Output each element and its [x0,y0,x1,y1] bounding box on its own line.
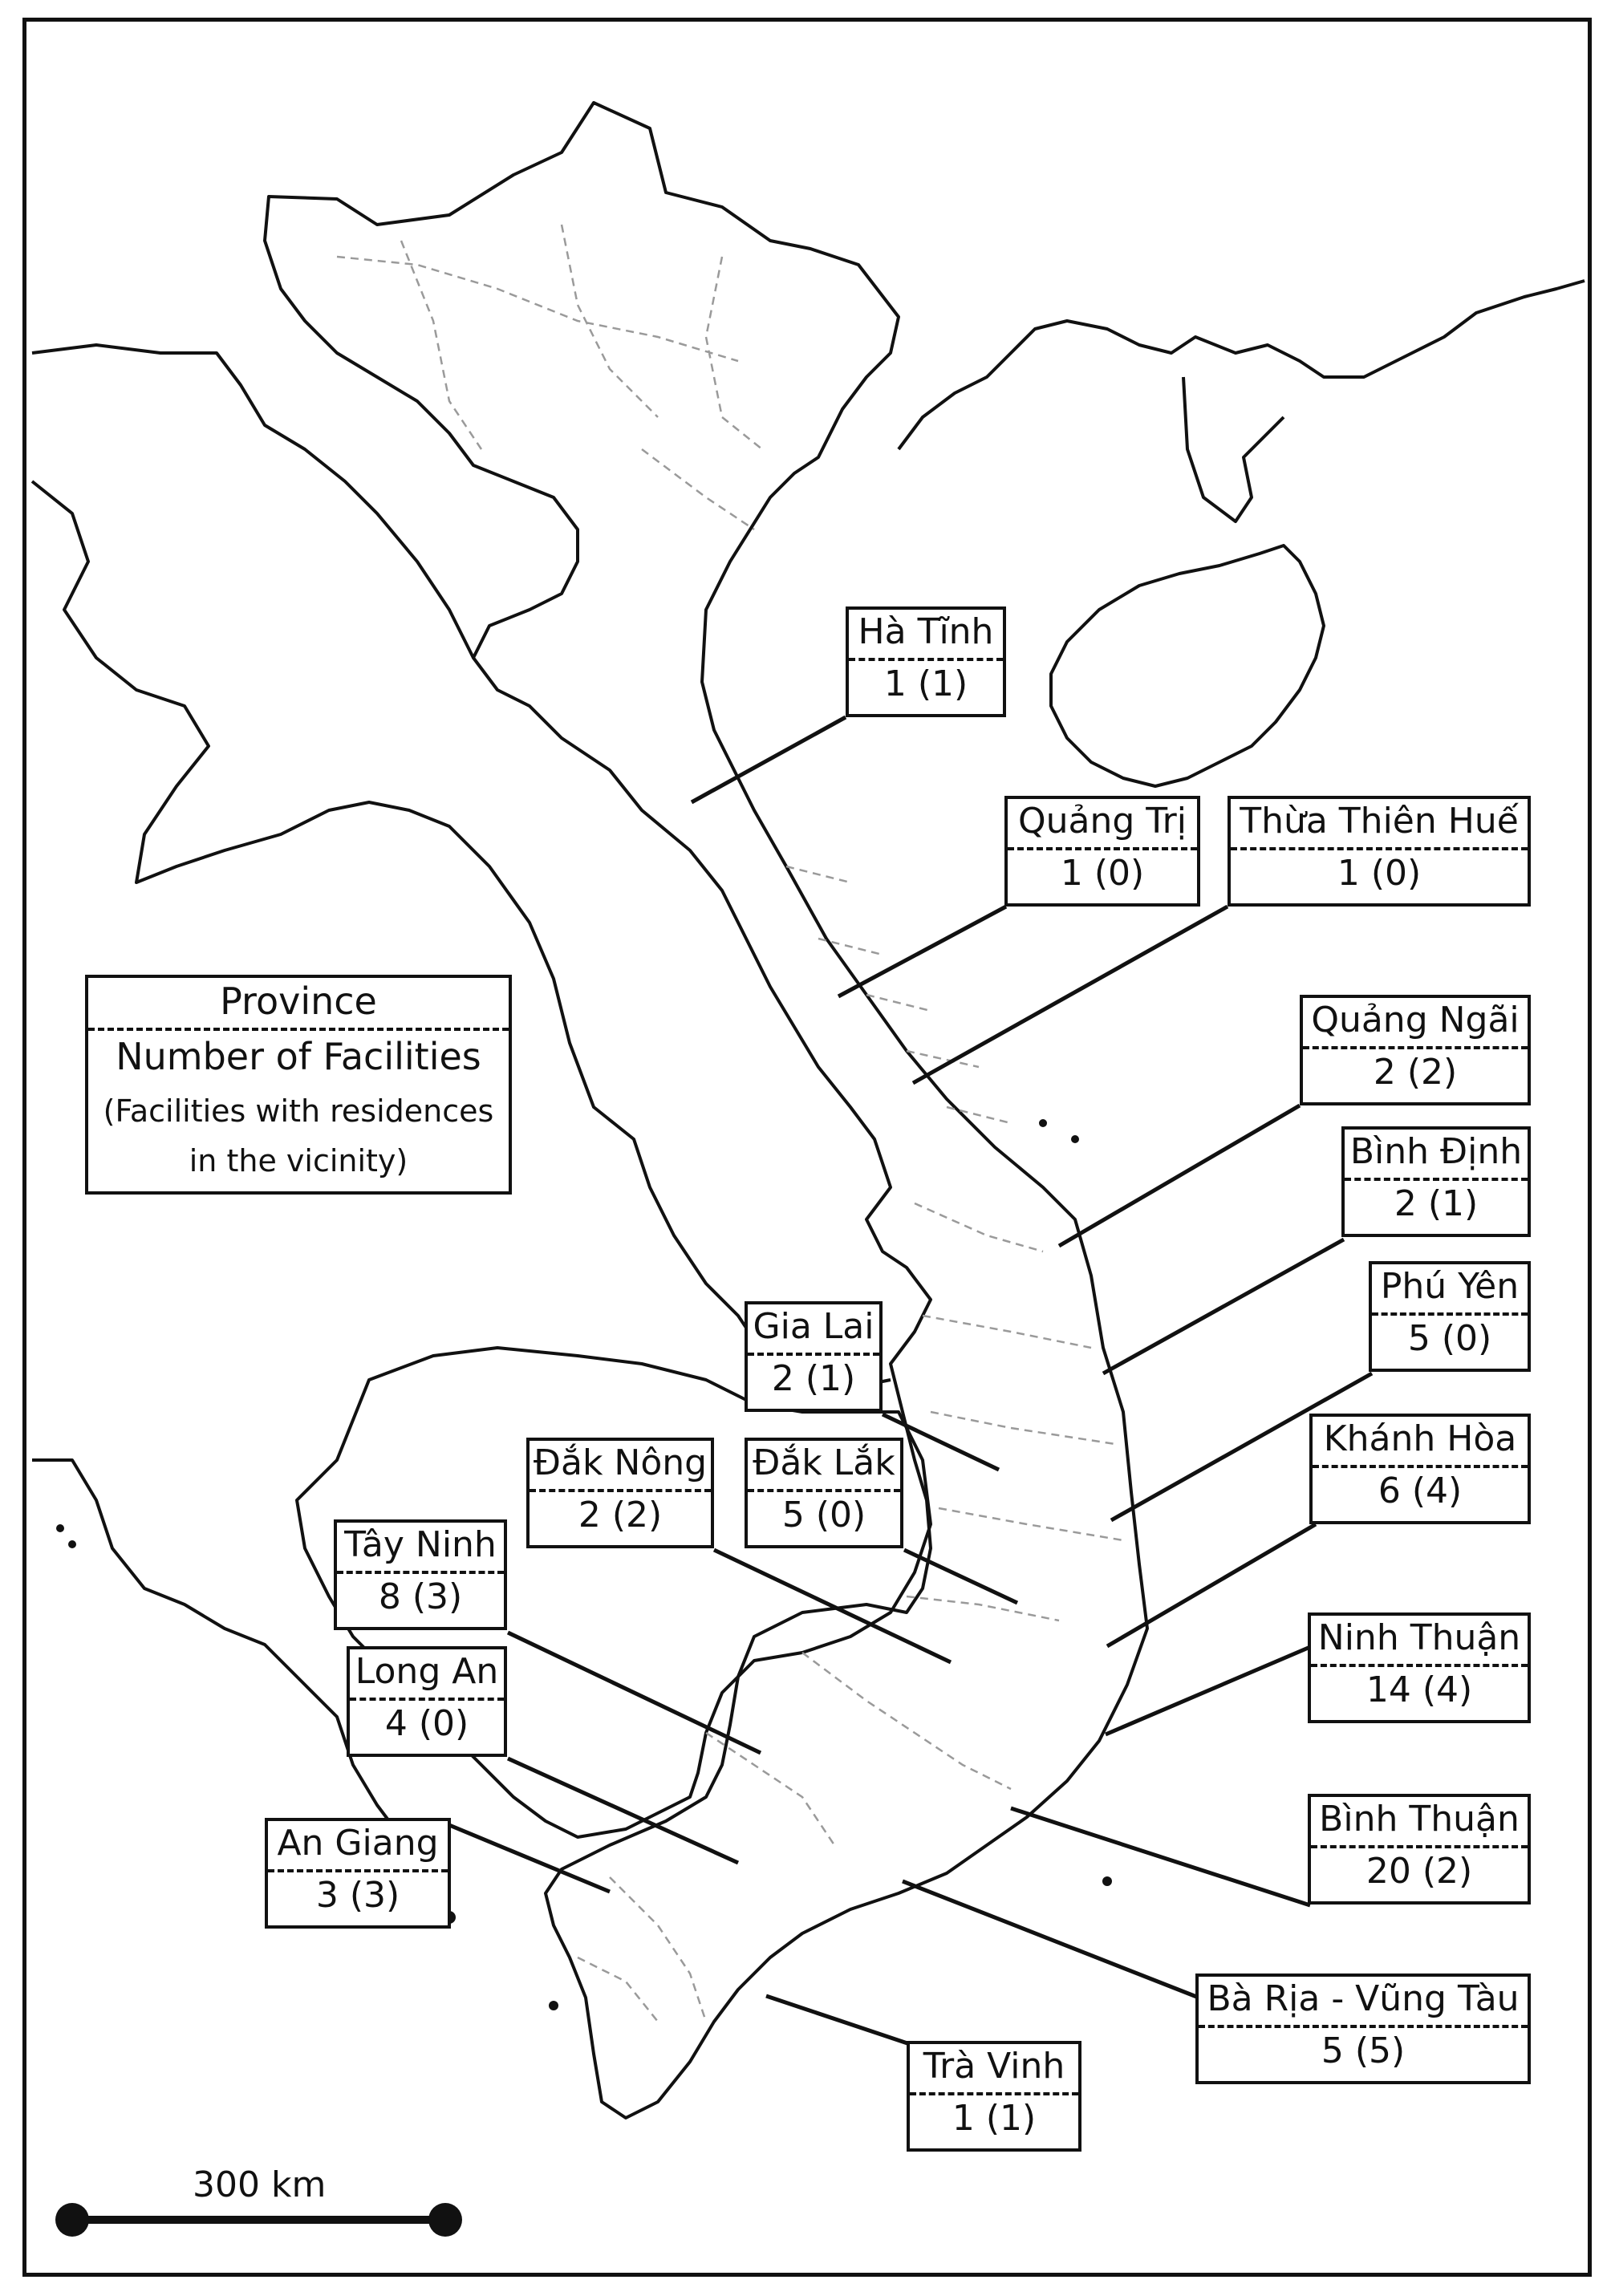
province-name: Long An [350,1649,504,1701]
province-box-phu-yen [1369,1261,1531,1372]
province-name: Khánh Hòa [1313,1417,1528,1468]
province-box-dak-nong [526,1438,714,1548]
province-name: Quảng Trị [1008,799,1197,850]
islands [56,1119,1112,2010]
province-name: Phú Yên [1372,1264,1528,1316]
facility-count: 2 (2) [1373,1052,1458,1093]
province-box-ba-ria-vung-tau [1195,1974,1531,2084]
province-box-binh-dinh [1341,1126,1531,1237]
laos-border [32,345,891,1396]
province-name: Tây Ninh [337,1523,504,1574]
facility-count: 20 (2) [1365,1851,1473,1892]
leader-line-quang-ngai [1059,1105,1300,1246]
facility-count: 5 (5) [1321,2030,1406,2071]
province-box-ha-tinh [846,606,1006,717]
province-box-quang-ngai [1300,995,1531,1105]
leader-line-binh-dinh [1103,1239,1344,1373]
province-name: An Giang [268,1821,448,1872]
leader-line-tra-vinh [766,1996,910,2044]
leader-line-binh-thuan [1011,1808,1310,1905]
facility-count: 1 (0) [1337,853,1422,894]
facility-count: 8 (3) [378,1576,463,1617]
facility-count: 3 (3) [315,1875,400,1916]
province-box-khanh-hoa [1309,1414,1531,1524]
province-box-binh-thuan [1308,1794,1531,1905]
facility-count: 2 (1) [771,1358,856,1399]
leader-line-khanh-hoa [1107,1524,1316,1646]
facility-count: 1 (0) [1060,853,1145,894]
facility-count: 5 (0) [781,1495,866,1535]
facility-count: 5 (0) [1407,1318,1492,1359]
province-box-long-an [347,1646,507,1757]
province-box-dak-lak [745,1438,903,1548]
leader-line-dak-lak [904,1550,1017,1603]
facility-count: 6 (4) [1378,1470,1463,1511]
province-box-tra-vinh [907,2041,1081,2152]
province-box-thua-thien-hue [1228,796,1531,907]
legend-box [85,975,512,1195]
facility-count: 4 (0) [384,1703,469,1744]
facility-count: 1 (1) [883,663,968,704]
legend-title: Province [88,978,509,1031]
province-name: Bình Định [1345,1130,1528,1181]
facility-count: 1 (1) [952,2098,1037,2139]
province-box-tay-ninh [334,1519,507,1630]
leader-line-long-an [508,1759,738,1863]
province-name: Trà Vinh [910,2044,1078,2095]
legend-residence-label: (Facilities with residences [103,1093,494,1129]
province-name: Bình Thuận [1311,1797,1528,1848]
province-name: Hà Tĩnh [849,610,1003,661]
legend-count-label: Number of Facilities [116,1035,481,1078]
legend-residence-label-2: in the vicinity) [189,1143,408,1178]
scale-bar [55,2203,462,2237]
province-name: Đắk Nông [530,1441,711,1492]
province-name: Quảng Ngãi [1303,998,1528,1049]
leader-line-quang-tri [838,907,1006,996]
province-box-ninh-thuan [1308,1612,1531,1723]
province-box-an-giang [265,1818,451,1929]
hainan-island [1051,546,1324,786]
scale-bar-label: 300 km [193,2164,327,2205]
facility-count: 2 (1) [1394,1183,1479,1224]
province-name: Ninh Thuận [1311,1616,1528,1667]
china-coastline [899,281,1585,521]
facility-count: 2 (2) [578,1495,663,1535]
leader-line-ba-ria-vung-tau [903,1881,1199,1998]
province-name: Bà Rịa - Vũng Tàu [1199,1977,1528,2028]
facility-count: 14 (4) [1365,1669,1473,1710]
province-name: Gia Lai [748,1304,879,1356]
province-box-quang-tri [1004,796,1200,907]
province-name: Đắk Lắk [748,1441,900,1492]
province-name: Thừa Thiên Huế [1231,799,1528,850]
province-box-gia-lai [745,1301,883,1412]
